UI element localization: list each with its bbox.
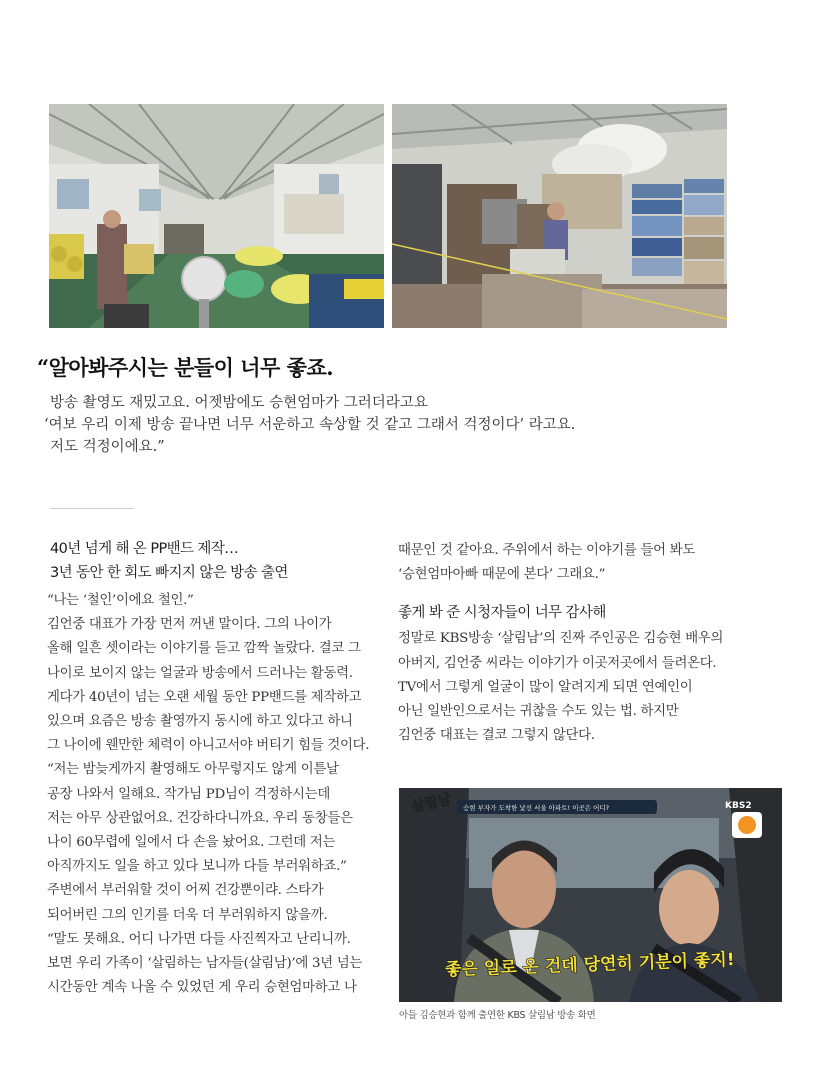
body-line: ‘승현엄마아빠 때문에 본다’ 그래요.” (398, 567, 606, 583)
body-line: 주변에서 부러워할 것이 어찌 건강뿐이랴. 스타가 (47, 883, 324, 899)
broadcast-subtitle: 좋은 일로 온 건데 당연히 기분이 좋지! (444, 949, 735, 981)
broadcast-screenshot (399, 788, 782, 1002)
body-line: 때문인 것 같아요. 주위에서 하는 이야기를 들어 봐도 (398, 543, 695, 558)
factory-photo-illustration (49, 104, 384, 328)
body-line: 아닌 일반인으로서는 귀찮을 수도 있는 법. 하지만 (398, 704, 679, 720)
quote-line: 방송 촬영도 재밌고요. 어젯밤에도 승현엄마가 그러더라고요 (50, 395, 428, 411)
body-line: 되어버린 그의 인기를 더욱 더 부러워하지 않을까. (47, 907, 328, 923)
article-column-right (398, 539, 738, 748)
body-line: 아버지, 김언중 씨라는 이야기가 이곳저곳에서 들려온다. (398, 655, 717, 671)
channel-logo-text: KBS2 (725, 801, 752, 811)
article-column-left (47, 537, 377, 1000)
body-line: 저는 아무 상관없어요. 건강하다니까요. 우리 동창들은 (47, 810, 353, 826)
body-line: 아직까지도 일을 하고 있다 보니까 다들 부러워하죠.” (47, 859, 347, 875)
body-line: 올해 일흔 셋이라는 이야기를 듣고 깜짝 놀랐다. 결코 그 (47, 641, 361, 657)
quote-line: 저도 걱정이에요.” (50, 439, 165, 455)
quote-body (44, 392, 664, 458)
factory-interior-photo-left (49, 104, 384, 328)
body-line: “말도 못해요. 어디 나가면 다들 사진찍자고 난리니까. (47, 931, 351, 947)
body-line: 있으며 요즘은 방송 촬영까지 동시에 하고 있다고 하니 (47, 714, 353, 730)
section-subheading (398, 601, 738, 625)
body-line: 정말로 KBS방송 ‘살림남’의 진짜 주인공은 김승현 배우의 (398, 631, 724, 647)
quote-line: ‘여보 우리 이제 방송 끝나면 너무 서운하고 속상할 것 같고 그래서 걱정이다’ 라고요. (44, 417, 576, 433)
subheading-line: 좋게 봐 준 시청자들이 너무 감사해 (398, 605, 606, 622)
photo-caption: 아들 김승현과 함께 출연한 KBS 살림남 방송 화면 (399, 1010, 596, 1021)
show-logo: 살림남 (409, 791, 453, 816)
broadcast-screenshot-illustration (399, 788, 782, 1002)
quote-title: “알아봐주시는 분들이 너무 좋죠. (37, 355, 334, 380)
body-line: 시간동안 계속 나올 수 있었던 게 우리 승현엄마하고 나 (47, 980, 357, 996)
body-line: 나이로 보이지 않는 얼굴과 방송에서 드러나는 활동력. (47, 665, 353, 681)
body-line: 나이 60무렵에 일에서 다 손을 놨어요. 그런데 저는 (47, 835, 336, 851)
subheading-line: 40년 넘게 해 온 PP밴드 제작… (50, 541, 239, 557)
body-line: “나는 ‘철인’이에요 철인.” (47, 593, 194, 608)
body-line: 그 나이에 웬만한 체력이 아니고서야 버티기 힘들 것이다. (47, 738, 370, 754)
factory-interior-photo-right (392, 104, 727, 328)
body-line: 게다가 40년이 넘는 오랜 세월 동안 PP밴드를 제작하고 (47, 689, 362, 705)
subheading-line: 3년 동안 한 회도 빠지지 않은 방송 출연 (50, 565, 288, 581)
section-divider (50, 508, 134, 509)
body-line: 김언중 대표는 결코 그렇지 않단다. (398, 728, 595, 744)
body-line: TV에서 그렇게 얼굴이 많이 알려지게 되면 연예인이 (398, 679, 693, 695)
top-banner-text: 승현 부자가 도착한 낯선 서울 아파트! 이곳은 어디? (463, 804, 610, 812)
body-line: 보면 우리 가족이 ‘살림하는 남자들(살림남)’에 3년 넘는 (47, 956, 363, 972)
body-line: 김언중 대표가 가장 먼저 꺼낸 말이다. 그의 나이가 (47, 617, 332, 633)
section-subheading (50, 537, 377, 585)
body-line: “저는 밤늦게까지 촬영해도 아무렇지도 않게 이튿날 (47, 762, 339, 778)
factory-machine-illustration (392, 104, 727, 328)
body-line: 공장 나와서 일해요. 작가님 PD님이 걱정하시는데 (47, 786, 330, 802)
